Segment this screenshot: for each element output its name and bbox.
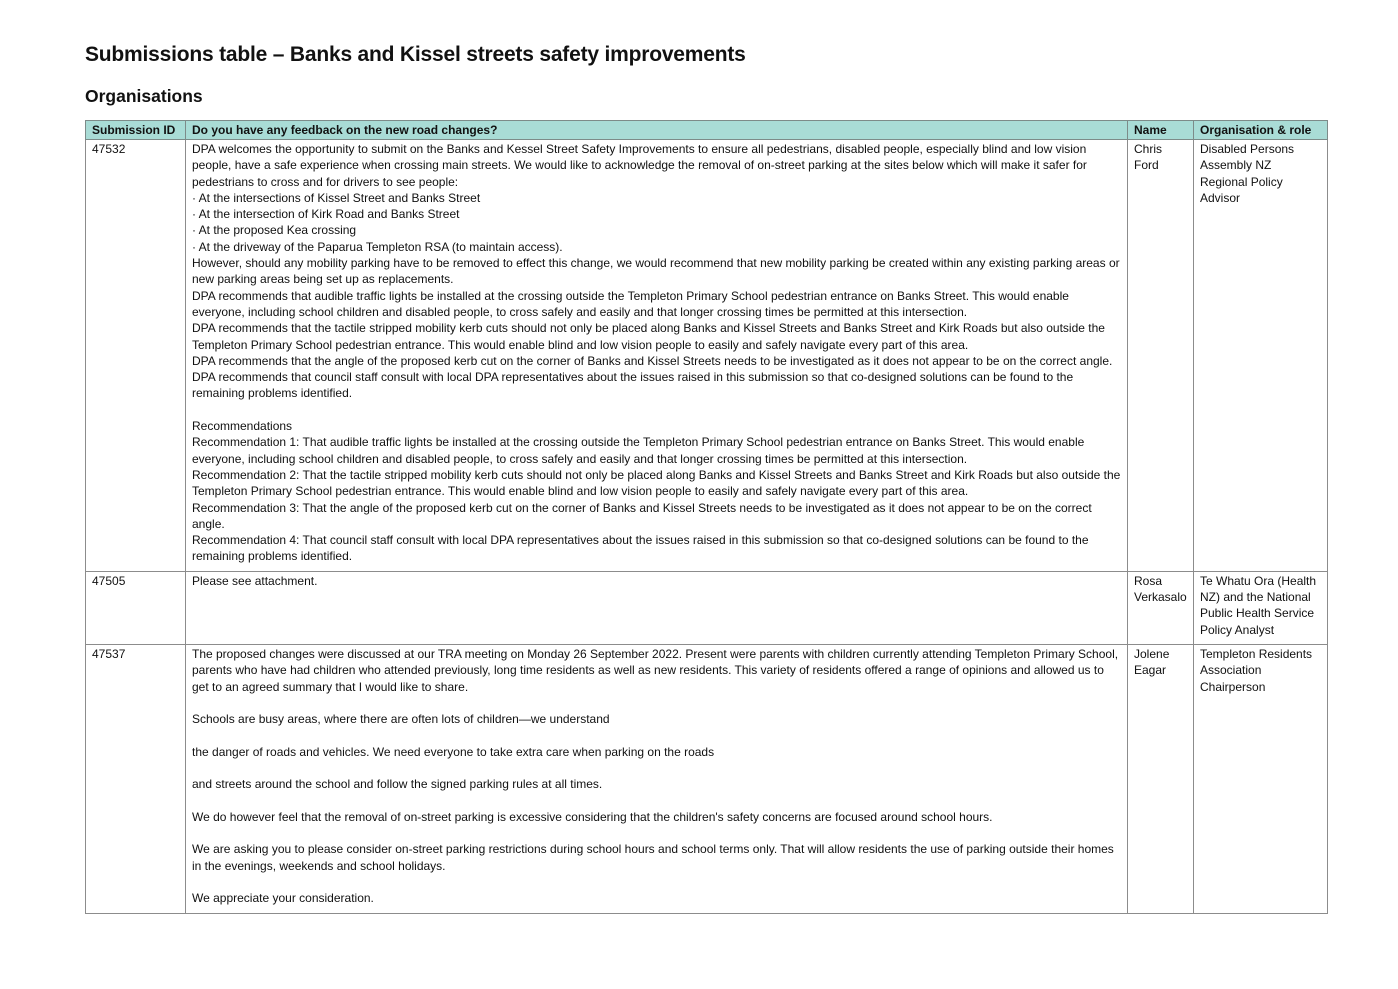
- blank-line: [192, 874, 1121, 890]
- header-organisation-role: Organisation & role: [1194, 121, 1328, 140]
- feedback-paragraph: · At the proposed Kea crossing: [192, 223, 357, 238]
- blank-line: [192, 793, 1121, 809]
- table-row: [86, 644, 1328, 913]
- feedback-paragraph: DPA recommends that the angle of the proposed kerb cut on the corner of Banks and Kissel Streets needs to be investigated as it does not appear to be on the correct angle.: [192, 353, 1113, 368]
- feedback-paragraph: The proposed changes were discussed at our TRA meeting on Monday 26 September 2022. Present were parents with children currently attending Templeton Primary School, parents who have had children who attended previously, long time residents as well as new residents. This variety of residents offered a range of opinions and allowed us to get to an agreed summary that I would like to share.: [192, 646, 1119, 694]
- header-name: Name: [1128, 121, 1194, 140]
- feedback-paragraph: Please see attachment.: [192, 573, 318, 588]
- feedback-paragraph: DPA recommends that audible traffic lights be installed at the crossing outside the Templeton Primary School pedestrian entrance on Banks Street. This would enable everyone, including school children and disabled people, to cross safely and easily and that longer crossing times be permitted at this intersection.: [192, 288, 1069, 319]
- feedback-paragraph: and streets around the school and follow the signed parking rules at all times.: [192, 777, 603, 792]
- submissions-table: [85, 120, 1328, 914]
- submission-id-cell: 47505: [86, 571, 186, 644]
- page-title: Submissions table – Banks and Kissel streets safety improvements: [85, 43, 746, 66]
- feedback-paragraph: However, should any mobility parking have to be removed to effect this change, we would recommend that new mobility parking be created within any existing parking areas or new parking areas being set up as replacements.: [192, 256, 1120, 287]
- feedback-paragraph: Recommendations: [192, 419, 293, 434]
- feedback-paragraph: Recommendation 4: That council staff consult with local DPA representatives about the issues raised in this submission so that co-designed solutions can be found to the remaining problems identified.: [192, 533, 1089, 564]
- submission-id-cell: 47532: [86, 140, 186, 572]
- blank-line: [192, 402, 1121, 418]
- header-feedback: Do you have any feedback on the new road changes?: [186, 121, 1128, 140]
- organisation-role-cell: Templeton Residents Association Chairperson: [1194, 644, 1328, 913]
- feedback-paragraph: DPA recommends that the tactile stripped mobility kerb cuts should not only be placed along Banks and Kissel Streets and Banks Street and Kirk Roads but also outside the Templeton Primary School pedestrian entrance. This would enable blind and low vision people to easily and safely navigate every part of this area.: [192, 321, 1105, 352]
- blank-line: [192, 695, 1121, 711]
- blank-line: [192, 727, 1121, 743]
- organisation-role-cell: Disabled Persons Assembly NZ Regional Policy Advisor: [1194, 140, 1328, 572]
- feedback-paragraph: Recommendation 2: That the tactile stripped mobility kerb cuts should not only be placed along Banks and Kissel Streets and Banks Street and Kirk Roads but also outside the Templeton Primary School pedestrian entrance. This would enable blind and low vision people to easily and safely navigate every part of this area.: [192, 467, 1121, 499]
- feedback-paragraph: · At the intersections of Kissel Street and Banks Street: [192, 190, 481, 205]
- feedback-paragraph: · At the intersection of Kirk Road and Banks Street: [192, 207, 460, 222]
- feedback-cell: [186, 140, 1128, 572]
- submitter-name-cell: Rosa Verkasalo: [1128, 571, 1194, 644]
- feedback-paragraph: We do however feel that the removal of on-street parking is excessive considering that the children's safety concerns are focused around school hours.: [192, 809, 993, 824]
- submitter-name-cell: Jolene Eagar: [1128, 644, 1194, 913]
- feedback-paragraph: DPA welcomes the opportunity to submit on the Banks and Kessel Street Safety Improvements to ensure all pedestrians, disabled people, especially blind and low vision people, have a safe experience when crossing main streets. We would like to acknowledge the removal of on-street parking at the sites below which will make it safer for pedestrians to cross and for drivers to see people:: [192, 142, 1087, 189]
- blank-line: [192, 825, 1121, 841]
- table-header-row: [86, 121, 1328, 140]
- feedback-cell: [186, 571, 1128, 644]
- table-row: [86, 140, 1328, 572]
- feedback-paragraph: Recommendation 3: That the angle of the proposed kerb cut on the corner of Banks and Kissel Streets needs to be investigated as it does not appear to be on the correct angle.: [192, 500, 1092, 531]
- feedback-paragraph: the danger of roads and vehicles. We need everyone to take extra care when parking on the roads: [192, 744, 715, 759]
- blank-line: [192, 760, 1121, 776]
- feedback-paragraph: Schools are busy areas, where there are often lots of children—we understand: [192, 712, 610, 727]
- submission-id-cell: 47537: [86, 644, 186, 913]
- feedback-paragraph: · At the driveway of the Paparua Templeton RSA (to maintain access).: [192, 239, 563, 254]
- feedback-paragraph: We are asking you to please consider on-street parking restrictions during school hours and school terms only. That will allow residents the use of parking outside their homes in the evenings, weekends and school holidays.: [192, 842, 1114, 873]
- organisation-role-cell: Te Whatu Ora (Health NZ) and the National Public Health Service Policy Analyst: [1194, 571, 1328, 644]
- table-row: [86, 571, 1328, 644]
- document-page: [85, 38, 1327, 914]
- header-submission-id: Submission ID: [86, 121, 186, 140]
- feedback-paragraph: DPA recommends that council staff consult with local DPA representatives about the issues raised in this submission so that co-designed solutions can be found to the remaining problems identified.: [192, 370, 1074, 401]
- feedback-paragraph: Recommendation 1: That audible traffic lights be installed at the crossing outside the Templeton Primary School pedestrian entrance on Banks Street. This would enable everyone, including school children and disabled people, to cross safely and easily and that longer crossing times be permitted at this intersection.: [192, 435, 1085, 466]
- feedback-cell: [186, 644, 1128, 913]
- section-heading: Organisations: [85, 86, 203, 106]
- feedback-paragraph: We appreciate your consideration.: [192, 891, 374, 906]
- submitter-name-cell: Chris Ford: [1128, 140, 1194, 572]
